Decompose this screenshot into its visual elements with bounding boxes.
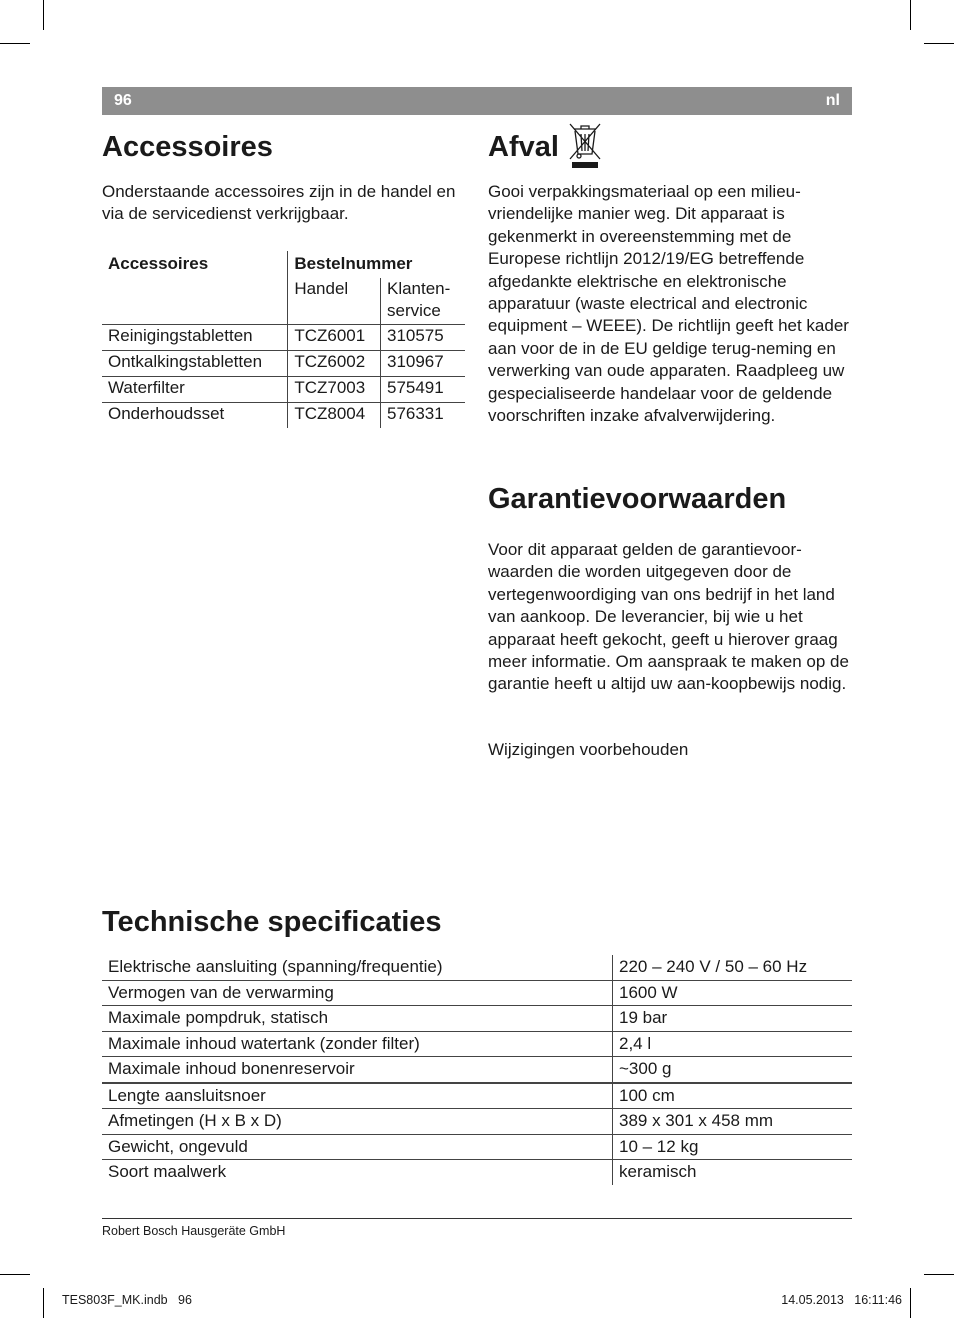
spec-label: Maximale inhoud watertank (zonder filter) xyxy=(102,1031,613,1057)
table-row xyxy=(102,1109,852,1135)
specs-table xyxy=(102,955,852,1185)
service-number: 310575 xyxy=(380,325,465,351)
table-row xyxy=(102,1160,852,1185)
garantie-title: Garantievoorwaarden xyxy=(488,483,787,515)
sub-klanten-header: Klanten-service xyxy=(386,279,451,320)
spec-label: Gewicht, ongevuld xyxy=(102,1134,613,1160)
spec-value: 10 – 12 kg xyxy=(613,1134,853,1160)
accessory-name: Onderhoudsset xyxy=(102,403,288,429)
spec-label: Maximale pompdruk, statisch xyxy=(102,1006,613,1032)
table-row xyxy=(102,980,852,1006)
crop-mark xyxy=(0,1274,30,1275)
accessory-name: Reinigingstabletten xyxy=(102,325,288,351)
crop-mark xyxy=(924,43,954,44)
crop-mark xyxy=(910,0,911,30)
spec-value: ~300 g xyxy=(613,1057,853,1083)
table-row xyxy=(102,955,852,980)
service-number: 310967 xyxy=(380,351,465,377)
handel-number: TCZ8004 xyxy=(288,403,381,429)
sub-handel-header: Handel xyxy=(288,278,381,325)
footer-file-info: TES803F_MK.indb 96 xyxy=(62,1293,192,1307)
spec-label: Afmetingen (H x B x D) xyxy=(102,1109,613,1135)
spec-value: 19 bar xyxy=(613,1006,853,1032)
table-row xyxy=(102,403,465,429)
garantie-note: Wijzigingen voorbehouden xyxy=(488,740,689,759)
accessoires-table xyxy=(102,251,465,428)
accessoires-title: Accessoires xyxy=(102,131,273,163)
accessory-name: Ontkalkingstabletten xyxy=(102,351,288,377)
col-accessoires-header: Accessoires xyxy=(108,254,209,273)
table-row xyxy=(102,1031,852,1057)
accessoires-intro: Onderstaande accessoires zijn in de handel en via de servicedienst verkrijgbaar. xyxy=(102,182,456,224)
handel-number: TCZ7003 xyxy=(288,377,381,403)
handel-number: TCZ6001 xyxy=(288,325,381,351)
spec-value: 100 cm xyxy=(613,1083,853,1109)
garantie-text: Voor dit apparaat gelden de garantievoor-waarden die worden uitgegeven door de vertegenwoordiging van ons bedrijf in het land van aankoop. De leverancier, bij wie u het apparaat heeft gekocht, geeft u hierover graag meer informatie. Om aanspraak te maken op de garantie heeft u altijd uw aan-koopbewijs nodig. xyxy=(488,540,849,694)
accessory-name: Waterfilter xyxy=(102,377,288,403)
spec-value: keramisch xyxy=(613,1160,853,1185)
service-number: 576331 xyxy=(380,403,465,429)
spec-label: Soort maalwerk xyxy=(108,1162,227,1181)
table-row xyxy=(102,1134,852,1160)
page-number: 96 xyxy=(114,92,132,109)
spec-label: Vermogen van de verwarming xyxy=(102,980,613,1006)
specs-title: Technische specificaties xyxy=(102,906,442,938)
crop-mark xyxy=(43,0,44,30)
crop-mark xyxy=(0,43,30,44)
footer-date: 14.05.2013 16:11:46 xyxy=(781,1293,902,1307)
spec-value: 2,4 l xyxy=(613,1031,853,1057)
spec-label: Elektrische aansluiting (spanning/frequentie) xyxy=(102,955,613,980)
crossed-out-wheelie-bin-icon xyxy=(566,121,604,169)
table-row xyxy=(102,1057,852,1083)
table-row xyxy=(102,351,465,377)
crop-mark xyxy=(910,1288,911,1318)
crop-mark xyxy=(924,1274,954,1275)
afval-title: Afval xyxy=(488,131,559,163)
spec-value: 1600 W xyxy=(613,980,853,1006)
col-bestelnummer-header: Bestelnummer xyxy=(294,254,413,273)
table-row xyxy=(102,325,465,351)
spec-value: 389 x 301 x 458 mm xyxy=(613,1109,853,1135)
table-row xyxy=(102,1083,852,1109)
crop-mark xyxy=(43,1288,44,1318)
spec-value: 220 – 240 V / 50 – 60 Hz xyxy=(613,955,853,980)
spec-label: Maximale inhoud bonenreservoir xyxy=(102,1057,613,1083)
table-row xyxy=(102,1006,852,1032)
table-row xyxy=(102,377,465,403)
handel-number: TCZ6002 xyxy=(288,351,381,377)
footer-rule xyxy=(102,1218,852,1219)
language-code: nl xyxy=(825,92,840,109)
header-bar xyxy=(102,87,852,115)
afval-text: Gooi verpakkingsmateriaal op een milieu-vriendelijke manier weg. Dit apparaat is gekenmerkt in overeenstemming met de Europese richtlijn 2012/19/EG betreffende afgedankte elektrische en elektronische apparatuur (waste electrical and electronic equipment – WEEE). De richtlijn geeft het kader aan voor de in de EU geldige terug-neming en verwerking van oude apparaten. Raadpleeg uw gespecialiseerde handelaar voor de geldende voorschriften inzake afvalverwijdering. xyxy=(488,182,849,426)
footer-company: Robert Bosch Hausgeräte GmbH xyxy=(102,1224,286,1238)
service-number: 575491 xyxy=(380,377,465,403)
spec-label: Lengte aansluitsnoer xyxy=(102,1083,613,1109)
